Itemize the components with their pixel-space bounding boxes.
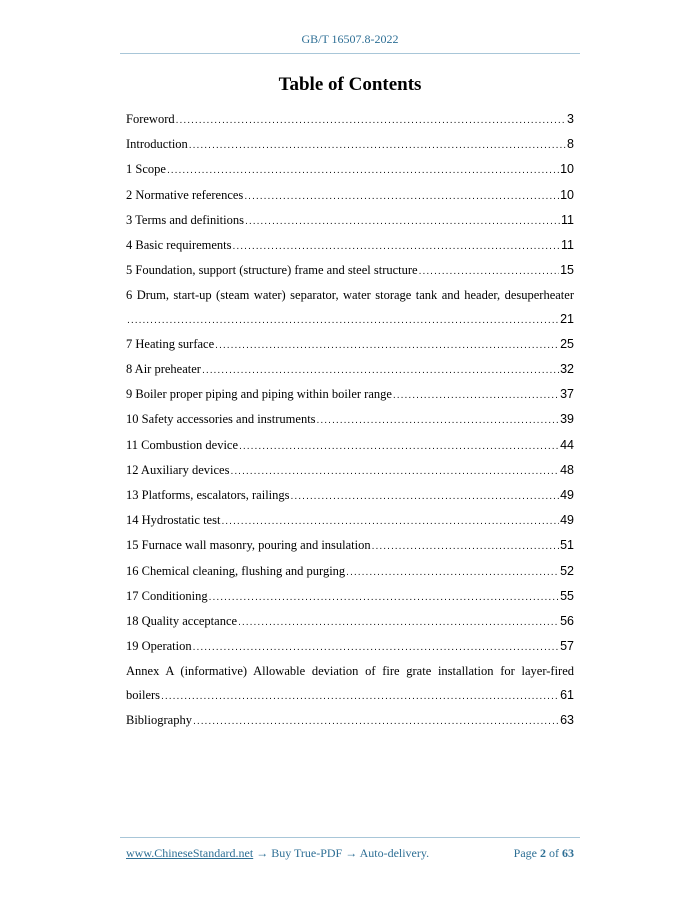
toc-label: Introduction: [126, 137, 188, 152]
dot-leader: [244, 186, 559, 209]
toc-entry-foundation[interactable]: [126, 259, 574, 284]
toc-entry-introduction[interactable]: [126, 133, 574, 158]
dot-leader: [393, 385, 559, 408]
toc-label: 19 Operation: [126, 639, 192, 654]
dot-leader: [176, 110, 566, 133]
footer-tagline: → Buy True-PDF → Auto-delivery.: [253, 846, 430, 860]
dot-leader: [202, 360, 559, 383]
toc-entry-drum[interactable]: [126, 284, 574, 332]
toc-entry-basic-requirements[interactable]: [126, 234, 574, 259]
footer-promo: [126, 846, 429, 861]
toc-label: 10 Safety accessories and instruments: [126, 412, 316, 427]
toc-page-number: 49: [560, 513, 574, 528]
toc-label: 1 Scope: [126, 162, 166, 177]
toc-page-number: 3: [567, 112, 574, 126]
toc-entry-combustion-device[interactable]: [126, 434, 574, 459]
toc-entry-boiler-piping[interactable]: [126, 383, 574, 408]
dot-leader: [161, 686, 559, 709]
toc-page-number: 56: [560, 614, 574, 629]
toc-entry-scope[interactable]: [126, 158, 574, 183]
toc-label: 12 Auxiliary devices: [126, 462, 230, 477]
toc-label: 13 Platforms, escalators, railings: [126, 488, 290, 503]
dot-leader: [215, 335, 559, 358]
toc-page-number: 52: [560, 563, 574, 578]
dot-leader: [209, 587, 559, 610]
dot-leader: [346, 562, 559, 585]
toc-label-continued: boilers: [126, 687, 161, 702]
toc-label: Annex A (informative) Allowable deviation of fire grate installation for layer-fired: [126, 664, 574, 679]
toc-label: 5 Foundation, support (structure) frame and steel structure: [126, 263, 418, 278]
toc-entry-annex-a[interactable]: [126, 660, 574, 708]
toc-page-number: 57: [560, 639, 574, 654]
page-of: of: [549, 846, 559, 860]
toc-entry-terms-definitions[interactable]: [126, 209, 574, 234]
toc-page-number: 39: [560, 412, 574, 427]
toc-label: 11 Combustion device: [126, 437, 239, 452]
toc-label: 8 Air preheater: [126, 362, 201, 377]
toc-page-number: 8: [567, 137, 574, 152]
toc-page-number: 21: [560, 311, 574, 326]
footer-divider: [120, 837, 580, 838]
toc-page-number: 44: [560, 437, 574, 452]
current-page: 2: [540, 846, 546, 860]
toc-page-number: 11: [561, 212, 574, 227]
header-divider: [120, 53, 580, 54]
toc-page-number: 37: [560, 387, 574, 402]
toc-entry-auxiliary-devices[interactable]: [126, 459, 574, 484]
page-footer: [126, 846, 574, 861]
toc-label: 3 Terms and definitions: [126, 212, 244, 227]
toc-entry-operation[interactable]: [126, 635, 574, 660]
dot-leader: [317, 410, 560, 433]
dot-leader: [239, 436, 559, 459]
toc-page-number: 10: [560, 162, 574, 177]
toc-label: 15 Furnace wall masonry, pouring and insulation: [126, 538, 371, 553]
toc-page-number: 15: [560, 263, 574, 278]
toc-page-number: 10: [560, 187, 574, 202]
standard-number: GB/T 16507.8-2022: [301, 32, 399, 46]
toc-page-number: 11: [561, 238, 574, 253]
toc-label: 2 Normative references: [126, 187, 244, 202]
toc-entry-heating-surface[interactable]: [126, 333, 574, 358]
toc-entry-foreword[interactable]: [126, 108, 574, 133]
dot-leader: [189, 135, 566, 158]
toc-label: 6 Drum, start-up (steam water) separator, water storage tank and header, desuperheater: [126, 288, 574, 303]
dot-leader: [233, 236, 560, 259]
toc-page-number: 32: [560, 362, 574, 377]
page-prefix: Page: [513, 846, 537, 860]
toc-entry-hydrostatic-test[interactable]: [126, 509, 574, 534]
toc-entry-bibliography[interactable]: [126, 709, 574, 734]
toc-label: 7 Heating surface: [126, 336, 215, 351]
toc-label: 14 Hydrostatic test: [126, 513, 221, 528]
toc-page-number: 63: [560, 712, 574, 727]
table-of-contents: [126, 108, 574, 734]
total-pages: 63: [562, 846, 574, 860]
dot-leader: [193, 637, 559, 660]
toc-page-number: 61: [560, 687, 574, 702]
toc-page-number: 48: [560, 462, 574, 477]
page-counter: [514, 846, 574, 861]
page-header: [0, 32, 700, 47]
toc-entry-conditioning[interactable]: [126, 585, 574, 610]
toc-entry-chemical-cleaning[interactable]: [126, 560, 574, 585]
toc-label: 18 Quality acceptance: [126, 614, 238, 629]
toc-label: 17 Conditioning: [126, 588, 208, 603]
page-title: Table of Contents: [278, 74, 422, 95]
toc-page-number: 25: [560, 336, 574, 351]
dot-leader: [167, 160, 559, 183]
toc-page-number: 55: [560, 588, 574, 603]
toc-page-number: 49: [560, 488, 574, 503]
dot-leader: [419, 261, 560, 284]
toc-page-number: 51: [560, 538, 574, 553]
toc-label: 4 Basic requirements: [126, 238, 232, 253]
toc-label: Foreword: [126, 112, 175, 126]
dot-leader: [291, 486, 560, 509]
dot-leader: [221, 511, 559, 534]
dot-leader: [245, 211, 560, 234]
toc-label: 16 Chemical cleaning, flushing and purging: [126, 563, 346, 578]
toc-entry-platforms[interactable]: [126, 484, 574, 509]
dot-leader: [238, 612, 559, 635]
toc-entry-normative-references[interactable]: [126, 184, 574, 209]
toc-entry-safety-accessories[interactable]: [126, 408, 574, 433]
toc-entry-quality-acceptance[interactable]: [126, 610, 574, 635]
dot-leader: [372, 536, 559, 559]
dot-leader: [193, 711, 559, 734]
dot-leader: [127, 310, 559, 333]
toc-label: Bibliography: [126, 712, 192, 727]
toc-entry-air-preheater[interactable]: [126, 358, 574, 383]
dot-leader: [230, 461, 559, 484]
website-link[interactable]: www.ChineseStandard.net: [126, 846, 254, 860]
toc-entry-furnace-wall[interactable]: [126, 534, 574, 559]
toc-label: 9 Boiler proper piping and piping within boiler range: [126, 387, 392, 402]
